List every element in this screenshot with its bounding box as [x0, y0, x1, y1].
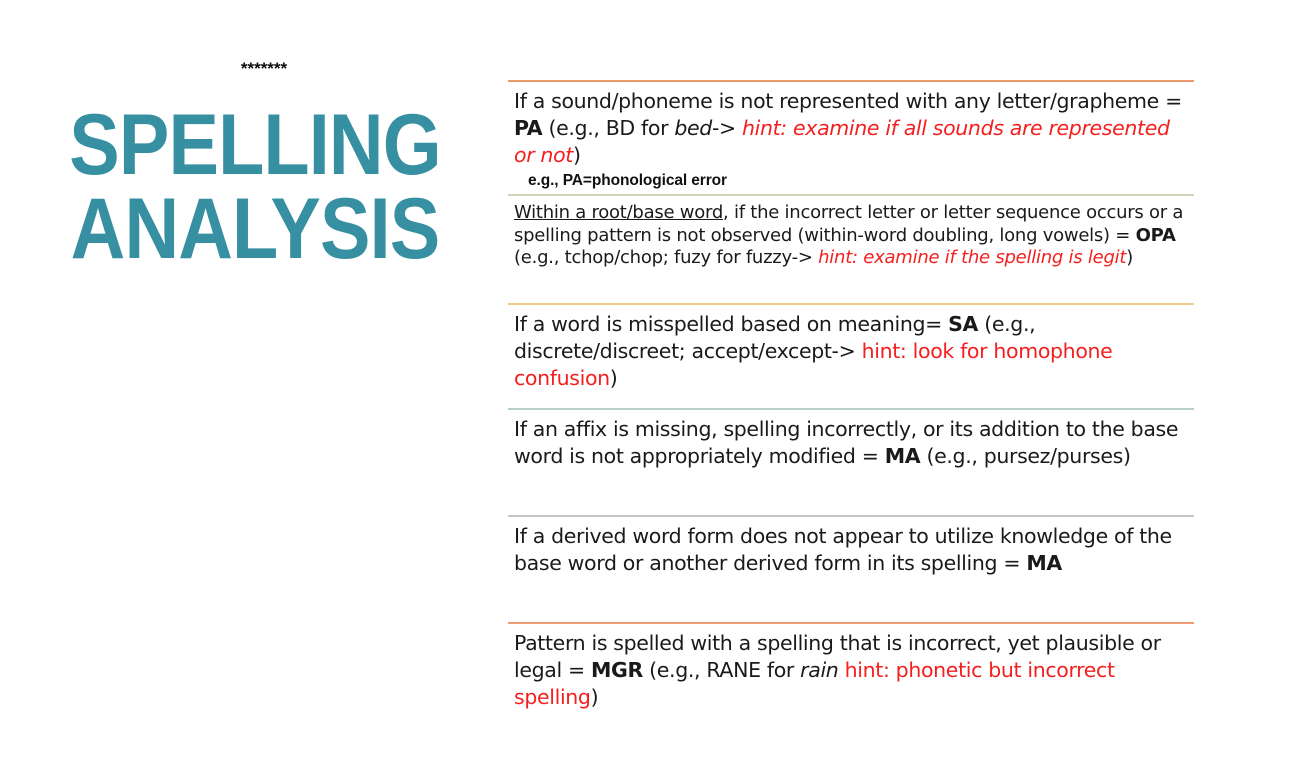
- list-item: [508, 305, 1194, 408]
- asterisk-decoration: *******: [240, 59, 288, 78]
- list-item: [508, 410, 1194, 515]
- annotation-note-1: e.g., PA=phonological error: [528, 172, 727, 190]
- rule-text-6: Pattern is spelled with a spelling that is incorrect, yet plausible or legal = MGR (e.g., RANE for rain hint: phonetic but incorrect spelling): [514, 631, 1161, 710]
- list-item: [508, 196, 1194, 303]
- page-title: [66, 97, 444, 278]
- title-column: [40, 59, 470, 278]
- list-item: [508, 517, 1194, 622]
- page-title-line-1: SPELLING: [69, 97, 441, 193]
- rule-text-1: If a sound/phoneme is not represented with any letter/grapheme = PA (e.g., BD for bed-> hint: examine if all sounds are represented or not): [514, 89, 1182, 168]
- rule-text-4: If an affix is missing, spelling incorrectly, or its addition to the base word is not appropriately modified = MA (e.g., pursez/purses): [514, 417, 1179, 469]
- list-item: [508, 624, 1194, 729]
- rules-list: [508, 80, 1194, 729]
- page-title-line-2: ANALYSIS: [70, 181, 440, 278]
- rule-text-5: If a derived word form does not appear to utilize knowledge of the base word or another derived form in its spelling = MA: [514, 524, 1172, 576]
- rule-text-2: Within a root/base word, if the incorrect letter or letter sequence occurs or a spelling pattern is not observed (within-word doubling, long vowels) = OPA (e.g., tchop/chop; fuzy for fuzzy-> hint: examine if the spelling is legit): [514, 202, 1184, 269]
- list-item: [508, 82, 1194, 194]
- rule-text-3: If a word is misspelled based on meaning= SA (e.g., discrete/discreet; accept/except-> hint: look for homophone confusion): [514, 312, 1113, 391]
